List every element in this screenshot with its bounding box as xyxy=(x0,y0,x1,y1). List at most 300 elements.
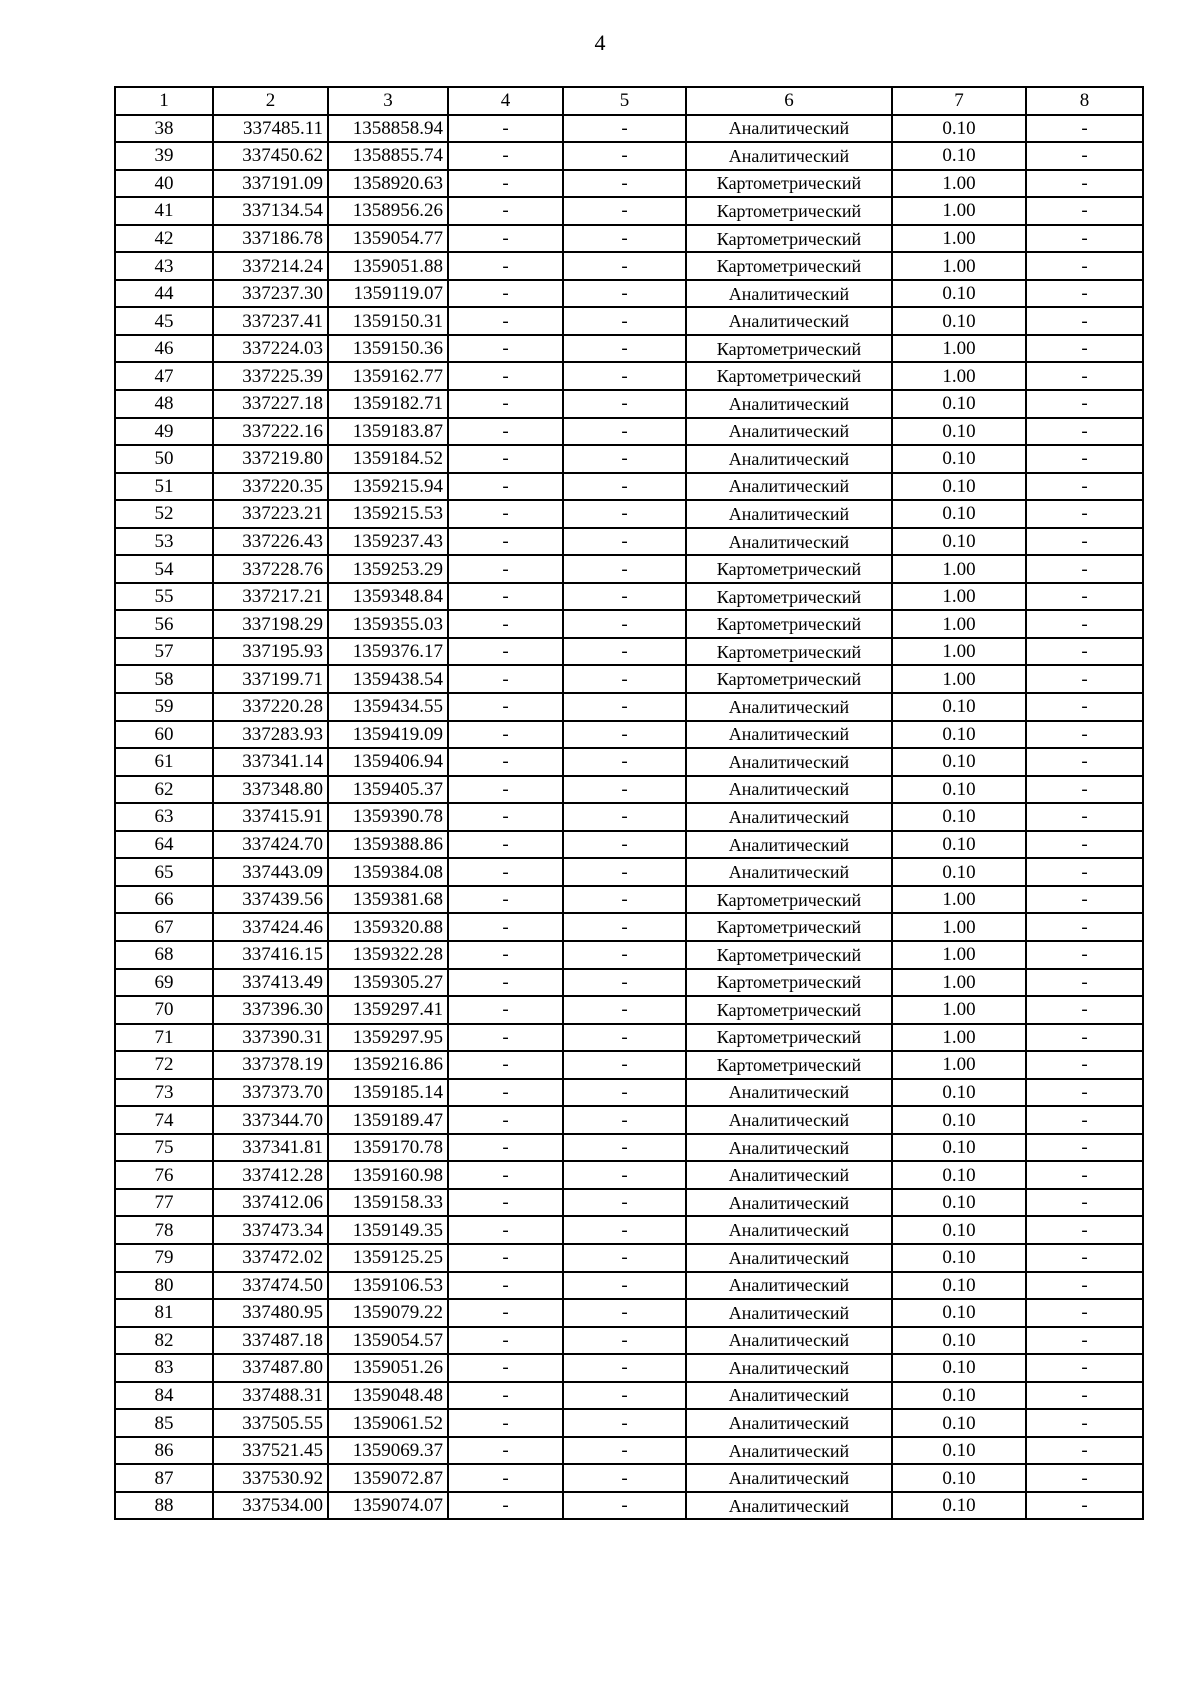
cell-point-number: 70 xyxy=(115,996,213,1024)
cell-col-4: - xyxy=(448,528,563,556)
cell-col-5: - xyxy=(563,115,686,143)
cell-precision: 0.10 xyxy=(892,1216,1026,1244)
cell-precision: 0.10 xyxy=(892,1327,1026,1355)
cell-method: Аналитический xyxy=(686,1079,892,1107)
cell-col-8: - xyxy=(1026,418,1143,446)
cell-col-8: - xyxy=(1026,555,1143,583)
table-row xyxy=(115,1079,1143,1107)
cell-col-8: - xyxy=(1026,1492,1143,1520)
table-row xyxy=(115,390,1143,418)
cell-col-5: - xyxy=(563,362,686,390)
cell-col-4: - xyxy=(448,500,563,528)
cell-col-5: - xyxy=(563,1327,686,1355)
cell-precision: 0.10 xyxy=(892,1354,1026,1382)
table-row xyxy=(115,858,1143,886)
cell-col-4: - xyxy=(448,886,563,914)
cell-coordinate-y: 1359150.36 xyxy=(328,335,448,363)
cell-col-8: - xyxy=(1026,335,1143,363)
header-cell-8: 8 xyxy=(1026,87,1143,115)
cell-method: Картометрический xyxy=(686,1051,892,1079)
cell-col-8: - xyxy=(1026,1409,1143,1437)
cell-coordinate-y: 1359054.77 xyxy=(328,225,448,253)
table-row xyxy=(115,776,1143,804)
cell-col-8: - xyxy=(1026,748,1143,776)
cell-col-8: - xyxy=(1026,1134,1143,1162)
cell-col-4: - xyxy=(448,665,563,693)
cell-col-4: - xyxy=(448,1106,563,1134)
cell-col-4: - xyxy=(448,307,563,335)
cell-col-5: - xyxy=(563,1409,686,1437)
cell-precision: 1.00 xyxy=(892,665,1026,693)
cell-point-number: 78 xyxy=(115,1216,213,1244)
cell-col-8: - xyxy=(1026,1189,1143,1217)
cell-precision: 0.10 xyxy=(892,1492,1026,1520)
cell-point-number: 79 xyxy=(115,1244,213,1272)
cell-precision: 0.10 xyxy=(892,1161,1026,1189)
cell-coordinate-x: 337396.30 xyxy=(213,996,328,1024)
table-row xyxy=(115,803,1143,831)
table-row xyxy=(115,115,1143,143)
cell-col-5: - xyxy=(563,142,686,170)
cell-coordinate-y: 1359119.07 xyxy=(328,280,448,308)
table-row xyxy=(115,1354,1143,1382)
cell-col-8: - xyxy=(1026,445,1143,473)
cell-coordinate-y: 1359125.25 xyxy=(328,1244,448,1272)
cell-coordinate-y: 1359405.37 xyxy=(328,776,448,804)
cell-coordinate-y: 1359182.71 xyxy=(328,390,448,418)
table-row xyxy=(115,1244,1143,1272)
table-row xyxy=(115,528,1143,556)
cell-col-4: - xyxy=(448,362,563,390)
cell-method: Аналитический xyxy=(686,1437,892,1465)
cell-coordinate-x: 337424.46 xyxy=(213,913,328,941)
cell-point-number: 50 xyxy=(115,445,213,473)
cell-col-5: - xyxy=(563,1134,686,1162)
cell-col-5: - xyxy=(563,969,686,997)
cell-precision: 1.00 xyxy=(892,252,1026,280)
cell-point-number: 51 xyxy=(115,473,213,501)
cell-method: Картометрический xyxy=(686,362,892,390)
cell-coordinate-y: 1359054.57 xyxy=(328,1327,448,1355)
cell-point-number: 63 xyxy=(115,803,213,831)
cell-coordinate-x: 337416.15 xyxy=(213,941,328,969)
cell-coordinate-x: 337237.41 xyxy=(213,307,328,335)
cell-method: Аналитический xyxy=(686,748,892,776)
cell-col-8: - xyxy=(1026,390,1143,418)
cell-col-4: - xyxy=(448,1134,563,1162)
cell-precision: 0.10 xyxy=(892,1134,1026,1162)
cell-col-5: - xyxy=(563,748,686,776)
cell-method: Аналитический xyxy=(686,500,892,528)
cell-col-4: - xyxy=(448,1382,563,1410)
cell-col-4: - xyxy=(448,1024,563,1052)
cell-col-4: - xyxy=(448,390,563,418)
cell-method: Аналитический xyxy=(686,1244,892,1272)
cell-point-number: 43 xyxy=(115,252,213,280)
cell-precision: 0.10 xyxy=(892,1464,1026,1492)
cell-coordinate-x: 337534.00 xyxy=(213,1492,328,1520)
cell-coordinate-y: 1359061.52 xyxy=(328,1409,448,1437)
cell-col-8: - xyxy=(1026,858,1143,886)
cell-point-number: 56 xyxy=(115,610,213,638)
table-row xyxy=(115,1327,1143,1355)
cell-coordinate-y: 1359215.94 xyxy=(328,473,448,501)
cell-coordinate-x: 337219.80 xyxy=(213,445,328,473)
table-row xyxy=(115,555,1143,583)
cell-precision: 1.00 xyxy=(892,362,1026,390)
cell-col-8: - xyxy=(1026,1051,1143,1079)
cell-col-4: - xyxy=(448,1409,563,1437)
cell-col-8: - xyxy=(1026,142,1143,170)
cell-col-4: - xyxy=(448,1216,563,1244)
cell-coordinate-y: 1359185.14 xyxy=(328,1079,448,1107)
cell-col-5: - xyxy=(563,886,686,914)
cell-col-8: - xyxy=(1026,886,1143,914)
cell-method: Аналитический xyxy=(686,1189,892,1217)
cell-point-number: 87 xyxy=(115,1464,213,1492)
header-cell-3: 3 xyxy=(328,87,448,115)
cell-col-5: - xyxy=(563,665,686,693)
cell-method: Аналитический xyxy=(686,1161,892,1189)
cell-coordinate-y: 1359376.17 xyxy=(328,638,448,666)
header-cell-5: 5 xyxy=(563,87,686,115)
cell-point-number: 54 xyxy=(115,555,213,583)
table-row xyxy=(115,1051,1143,1079)
cell-col-8: - xyxy=(1026,1354,1143,1382)
cell-col-5: - xyxy=(563,996,686,1024)
cell-point-number: 42 xyxy=(115,225,213,253)
cell-precision: 0.10 xyxy=(892,1244,1026,1272)
cell-coordinate-x: 337341.14 xyxy=(213,748,328,776)
cell-coordinate-y: 1359320.88 xyxy=(328,913,448,941)
header-cell-2: 2 xyxy=(213,87,328,115)
cell-precision: 0.10 xyxy=(892,528,1026,556)
table-row xyxy=(115,1161,1143,1189)
cell-method: Аналитический xyxy=(686,445,892,473)
cell-col-8: - xyxy=(1026,1327,1143,1355)
header-cell-6: 6 xyxy=(686,87,892,115)
cell-col-8: - xyxy=(1026,115,1143,143)
cell-method: Картометрический xyxy=(686,886,892,914)
table-row xyxy=(115,583,1143,611)
cell-point-number: 80 xyxy=(115,1272,213,1300)
cell-col-4: - xyxy=(448,335,563,363)
cell-col-5: - xyxy=(563,1106,686,1134)
cell-point-number: 49 xyxy=(115,418,213,446)
cell-col-8: - xyxy=(1026,170,1143,198)
cell-coordinate-x: 337530.92 xyxy=(213,1464,328,1492)
table-row xyxy=(115,748,1143,776)
cell-col-5: - xyxy=(563,858,686,886)
cell-coordinate-y: 1359322.28 xyxy=(328,941,448,969)
cell-coordinate-x: 337488.31 xyxy=(213,1382,328,1410)
cell-coordinate-x: 337186.78 xyxy=(213,225,328,253)
cell-col-5: - xyxy=(563,941,686,969)
table-row xyxy=(115,1216,1143,1244)
cell-coordinate-y: 1358858.94 xyxy=(328,115,448,143)
cell-col-4: - xyxy=(448,1272,563,1300)
cell-col-5: - xyxy=(563,1464,686,1492)
cell-col-4: - xyxy=(448,941,563,969)
cell-method: Аналитический xyxy=(686,831,892,859)
cell-method: Картометрический xyxy=(686,335,892,363)
cell-coordinate-x: 337439.56 xyxy=(213,886,328,914)
cell-col-5: - xyxy=(563,913,686,941)
cell-coordinate-x: 337191.09 xyxy=(213,170,328,198)
cell-precision: 0.10 xyxy=(892,858,1026,886)
cell-col-8: - xyxy=(1026,280,1143,308)
table-row xyxy=(115,335,1143,363)
cell-precision: 1.00 xyxy=(892,555,1026,583)
cell-col-5: - xyxy=(563,610,686,638)
cell-precision: 0.10 xyxy=(892,1437,1026,1465)
cell-point-number: 83 xyxy=(115,1354,213,1382)
cell-method: Аналитический xyxy=(686,1106,892,1134)
cell-coordinate-x: 337198.29 xyxy=(213,610,328,638)
cell-col-5: - xyxy=(563,831,686,859)
cell-precision: 1.00 xyxy=(892,170,1026,198)
cell-point-number: 74 xyxy=(115,1106,213,1134)
cell-precision: 0.10 xyxy=(892,500,1026,528)
coordinates-table xyxy=(114,86,1144,1520)
cell-coordinate-y: 1358920.63 xyxy=(328,170,448,198)
cell-col-8: - xyxy=(1026,1382,1143,1410)
cell-col-4: - xyxy=(448,1437,563,1465)
table-row xyxy=(115,362,1143,390)
cell-precision: 1.00 xyxy=(892,1051,1026,1079)
cell-point-number: 84 xyxy=(115,1382,213,1410)
cell-col-4: - xyxy=(448,858,563,886)
cell-method: Аналитический xyxy=(686,473,892,501)
table-row xyxy=(115,142,1143,170)
cell-coordinate-x: 337223.21 xyxy=(213,500,328,528)
cell-col-8: - xyxy=(1026,1106,1143,1134)
table-row xyxy=(115,721,1143,749)
table-row xyxy=(115,1272,1143,1300)
cell-method: Аналитический xyxy=(686,1492,892,1520)
cell-precision: 0.10 xyxy=(892,390,1026,418)
cell-point-number: 88 xyxy=(115,1492,213,1520)
cell-col-8: - xyxy=(1026,307,1143,335)
cell-coordinate-y: 1359184.52 xyxy=(328,445,448,473)
cell-col-8: - xyxy=(1026,252,1143,280)
cell-point-number: 82 xyxy=(115,1327,213,1355)
cell-col-5: - xyxy=(563,693,686,721)
table-row xyxy=(115,307,1143,335)
cell-precision: 1.00 xyxy=(892,610,1026,638)
cell-col-5: - xyxy=(563,803,686,831)
cell-point-number: 62 xyxy=(115,776,213,804)
cell-coordinate-x: 337224.03 xyxy=(213,335,328,363)
cell-col-5: - xyxy=(563,1051,686,1079)
cell-method: Аналитический xyxy=(686,858,892,886)
cell-col-4: - xyxy=(448,913,563,941)
cell-method: Аналитический xyxy=(686,1409,892,1437)
table-row xyxy=(115,969,1143,997)
cell-method: Аналитический xyxy=(686,528,892,556)
cell-precision: 1.00 xyxy=(892,335,1026,363)
table-row xyxy=(115,473,1143,501)
cell-col-8: - xyxy=(1026,473,1143,501)
cell-point-number: 58 xyxy=(115,665,213,693)
cell-coordinate-y: 1359079.22 xyxy=(328,1299,448,1327)
cell-coordinate-y: 1359388.86 xyxy=(328,831,448,859)
cell-precision: 0.10 xyxy=(892,1409,1026,1437)
cell-coordinate-x: 337214.24 xyxy=(213,252,328,280)
table-row xyxy=(115,941,1143,969)
cell-point-number: 39 xyxy=(115,142,213,170)
cell-col-4: - xyxy=(448,170,563,198)
cell-method: Аналитический xyxy=(686,1464,892,1492)
cell-method: Картометрический xyxy=(686,583,892,611)
cell-method: Картометрический xyxy=(686,225,892,253)
cell-coordinate-y: 1359384.08 xyxy=(328,858,448,886)
table-row xyxy=(115,1492,1143,1520)
cell-method: Аналитический xyxy=(686,803,892,831)
cell-col-5: - xyxy=(563,1161,686,1189)
cell-point-number: 57 xyxy=(115,638,213,666)
cell-coordinate-y: 1359237.43 xyxy=(328,528,448,556)
cell-col-5: - xyxy=(563,721,686,749)
cell-col-4: - xyxy=(448,996,563,1024)
cell-coordinate-y: 1359074.07 xyxy=(328,1492,448,1520)
table-row xyxy=(115,1106,1143,1134)
cell-precision: 0.10 xyxy=(892,445,1026,473)
cell-col-4: - xyxy=(448,1299,563,1327)
cell-point-number: 69 xyxy=(115,969,213,997)
cell-coordinate-y: 1359149.35 xyxy=(328,1216,448,1244)
cell-coordinate-x: 337424.70 xyxy=(213,831,328,859)
cell-coordinate-y: 1359162.77 xyxy=(328,362,448,390)
cell-point-number: 41 xyxy=(115,197,213,225)
table-row xyxy=(115,886,1143,914)
table-row xyxy=(115,1382,1143,1410)
cell-col-4: - xyxy=(448,252,563,280)
cell-precision: 0.10 xyxy=(892,307,1026,335)
cell-col-4: - xyxy=(448,748,563,776)
cell-col-8: - xyxy=(1026,583,1143,611)
cell-coordinate-x: 337283.93 xyxy=(213,721,328,749)
cell-point-number: 46 xyxy=(115,335,213,363)
cell-coordinate-y: 1359381.68 xyxy=(328,886,448,914)
cell-coordinate-x: 337450.62 xyxy=(213,142,328,170)
cell-col-4: - xyxy=(448,445,563,473)
cell-col-8: - xyxy=(1026,362,1143,390)
cell-precision: 0.10 xyxy=(892,280,1026,308)
cell-coordinate-x: 337480.95 xyxy=(213,1299,328,1327)
cell-coordinate-x: 337227.18 xyxy=(213,390,328,418)
cell-point-number: 61 xyxy=(115,748,213,776)
cell-precision: 0.10 xyxy=(892,473,1026,501)
cell-coordinate-y: 1359069.37 xyxy=(328,1437,448,1465)
cell-col-4: - xyxy=(448,831,563,859)
cell-col-4: - xyxy=(448,1327,563,1355)
cell-col-4: - xyxy=(448,142,563,170)
cell-col-4: - xyxy=(448,418,563,446)
cell-col-4: - xyxy=(448,1189,563,1217)
cell-col-4: - xyxy=(448,1079,563,1107)
table-row xyxy=(115,1024,1143,1052)
cell-col-4: - xyxy=(448,1051,563,1079)
cell-precision: 1.00 xyxy=(892,583,1026,611)
cell-col-8: - xyxy=(1026,693,1143,721)
cell-coordinate-x: 337134.54 xyxy=(213,197,328,225)
cell-point-number: 64 xyxy=(115,831,213,859)
cell-col-5: - xyxy=(563,225,686,253)
cell-col-4: - xyxy=(448,969,563,997)
cell-coordinate-y: 1359150.31 xyxy=(328,307,448,335)
cell-col-5: - xyxy=(563,1299,686,1327)
cell-col-4: - xyxy=(448,1354,563,1382)
cell-coordinate-x: 337487.18 xyxy=(213,1327,328,1355)
table-row xyxy=(115,638,1143,666)
table-header-row xyxy=(115,87,1143,115)
cell-coordinate-x: 337412.06 xyxy=(213,1189,328,1217)
cell-col-4: - xyxy=(448,197,563,225)
cell-coordinate-y: 1359419.09 xyxy=(328,721,448,749)
cell-col-5: - xyxy=(563,1354,686,1382)
cell-coordinate-x: 337474.50 xyxy=(213,1272,328,1300)
cell-col-5: - xyxy=(563,473,686,501)
cell-col-4: - xyxy=(448,555,563,583)
cell-method: Аналитический xyxy=(686,1354,892,1382)
cell-precision: 1.00 xyxy=(892,969,1026,997)
cell-method: Картометрический xyxy=(686,665,892,693)
cell-col-4: - xyxy=(448,1244,563,1272)
cell-method: Аналитический xyxy=(686,776,892,804)
cell-col-5: - xyxy=(563,252,686,280)
cell-col-4: - xyxy=(448,693,563,721)
cell-coordinate-y: 1359051.88 xyxy=(328,252,448,280)
cell-point-number: 55 xyxy=(115,583,213,611)
cell-method: Аналитический xyxy=(686,418,892,446)
cell-coordinate-x: 337220.28 xyxy=(213,693,328,721)
cell-method: Аналитический xyxy=(686,307,892,335)
cell-coordinate-y: 1358956.26 xyxy=(328,197,448,225)
cell-col-8: - xyxy=(1026,776,1143,804)
cell-col-5: - xyxy=(563,280,686,308)
table-row xyxy=(115,1464,1143,1492)
cell-coordinate-x: 337348.80 xyxy=(213,776,328,804)
cell-col-5: - xyxy=(563,638,686,666)
cell-method: Картометрический xyxy=(686,969,892,997)
cell-col-8: - xyxy=(1026,1299,1143,1327)
cell-point-number: 72 xyxy=(115,1051,213,1079)
cell-coordinate-x: 337373.70 xyxy=(213,1079,328,1107)
cell-coordinate-x: 337225.39 xyxy=(213,362,328,390)
cell-point-number: 71 xyxy=(115,1024,213,1052)
cell-method: Аналитический xyxy=(686,280,892,308)
cell-col-4: - xyxy=(448,473,563,501)
cell-point-number: 45 xyxy=(115,307,213,335)
cell-point-number: 53 xyxy=(115,528,213,556)
cell-col-8: - xyxy=(1026,721,1143,749)
cell-precision: 0.10 xyxy=(892,776,1026,804)
cell-col-5: - xyxy=(563,583,686,611)
cell-coordinate-y: 1359051.26 xyxy=(328,1354,448,1382)
cell-precision: 0.10 xyxy=(892,1272,1026,1300)
cell-col-4: - xyxy=(448,610,563,638)
cell-coordinate-x: 337473.34 xyxy=(213,1216,328,1244)
cell-point-number: 75 xyxy=(115,1134,213,1162)
cell-col-5: - xyxy=(563,1216,686,1244)
cell-col-5: - xyxy=(563,1244,686,1272)
table-row xyxy=(115,693,1143,721)
cell-col-8: - xyxy=(1026,638,1143,666)
cell-coordinate-x: 337237.30 xyxy=(213,280,328,308)
cell-col-5: - xyxy=(563,1079,686,1107)
cell-col-8: - xyxy=(1026,1272,1143,1300)
